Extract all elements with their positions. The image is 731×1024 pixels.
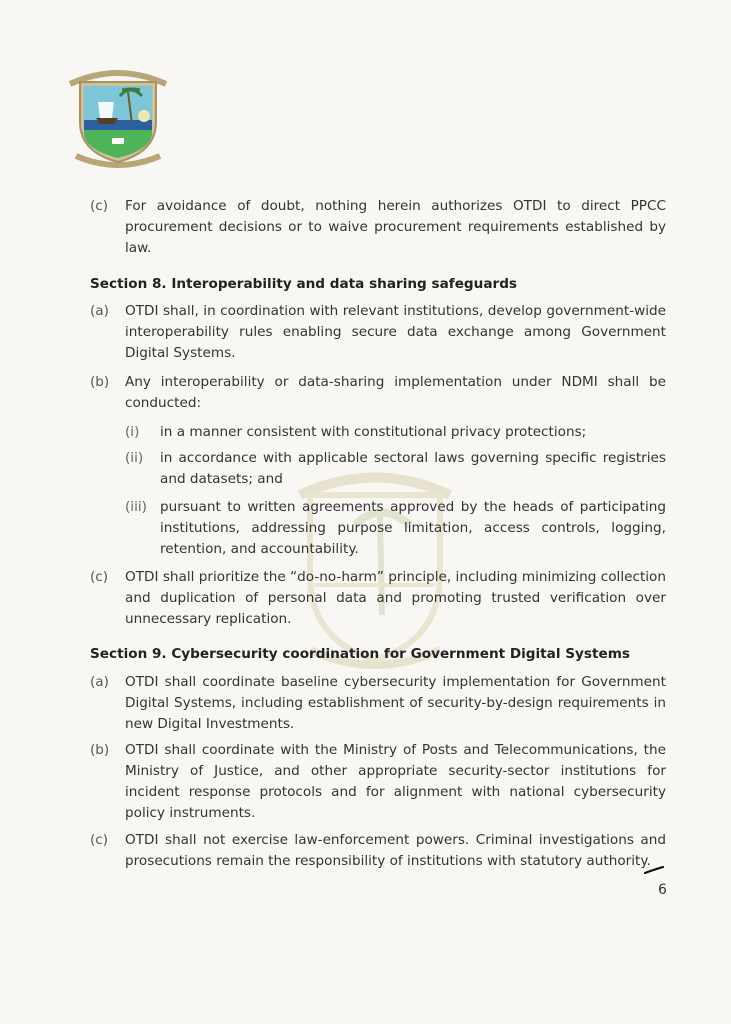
clause-label: (b) [90,742,110,758]
initial-mark-icon [643,866,665,874]
clause-text: OTDI shall not exercise law-enforcement powers. Criminal investigations and prosecutions remain the responsibility of institutions with statutory authority. [125,832,666,869]
clause-9b [90,740,666,824]
clause-text: OTDI shall coordinate with the Ministry of Posts and Telecommunications, the Ministry of Justice, and other appropriate security-sector institutions for incident response protocols and for alignment with national cybersecurity policy instruments. [125,742,666,821]
clause-label: (b) [90,374,110,390]
clause-label: (c) [90,569,109,585]
clause-label: (c) [90,832,109,848]
clause-text: OTDI shall, in coordination with relevant institutions, develop government-wide interoperability rules enabling secure data exchange among Government Digital Systems. [125,303,666,361]
clause-8b [90,372,666,414]
subclause-label: (ii) [125,450,144,466]
section-9-heading: Section 9. Cybersecurity coordination for Government Digital Systems [90,646,630,662]
clause-label: (a) [90,303,109,319]
clause-text: OTDI shall coordinate baseline cybersecurity implementation for Government Digital Systems, including establishment of security-by-design requirements in new Digital Investments. [125,674,666,732]
clause-9c [90,830,666,872]
subclause-8b-iii [125,497,666,560]
clause-text: OTDI shall prioritize the “do-no-harm” principle, including minimizing collection and duplication of personal data and promoting trusted verification over unnecessary replication. [125,569,666,627]
clause-text: For avoidance of doubt, nothing herein authorizes OTDI to direct PPCC procurement decisions or to waive procurement requirements established by law. [125,198,666,256]
clause-label: (c) [90,198,109,214]
subclause-label: (iii) [125,499,147,515]
subclause-label: (i) [125,424,140,440]
clause-9a [90,672,666,735]
page-number: 6 [658,882,667,898]
subclause-8b-ii [125,448,666,490]
coat-of-arms-seal [62,62,174,170]
clause-label: (a) [90,674,109,690]
subclause-text: pursuant to written agreements approved by the heads of participating institutions, addressing purpose limitation, access controls, logging, retention, and accountability. [160,499,666,557]
clause-8c [90,567,666,630]
subclause-text: in accordance with applicable sectoral laws governing specific registries and datasets; and [160,450,666,487]
clause-7c [90,196,666,259]
subclause-text: in a manner consistent with constitutional privacy protections; [160,424,587,440]
clause-text: Any interoperability or data-sharing implementation under NDMI shall be conducted: [125,374,666,411]
section-8-heading: Section 8. Interoperability and data sharing safeguards [90,276,518,292]
subclause-8b-i [125,422,666,443]
clause-8a [90,301,666,364]
